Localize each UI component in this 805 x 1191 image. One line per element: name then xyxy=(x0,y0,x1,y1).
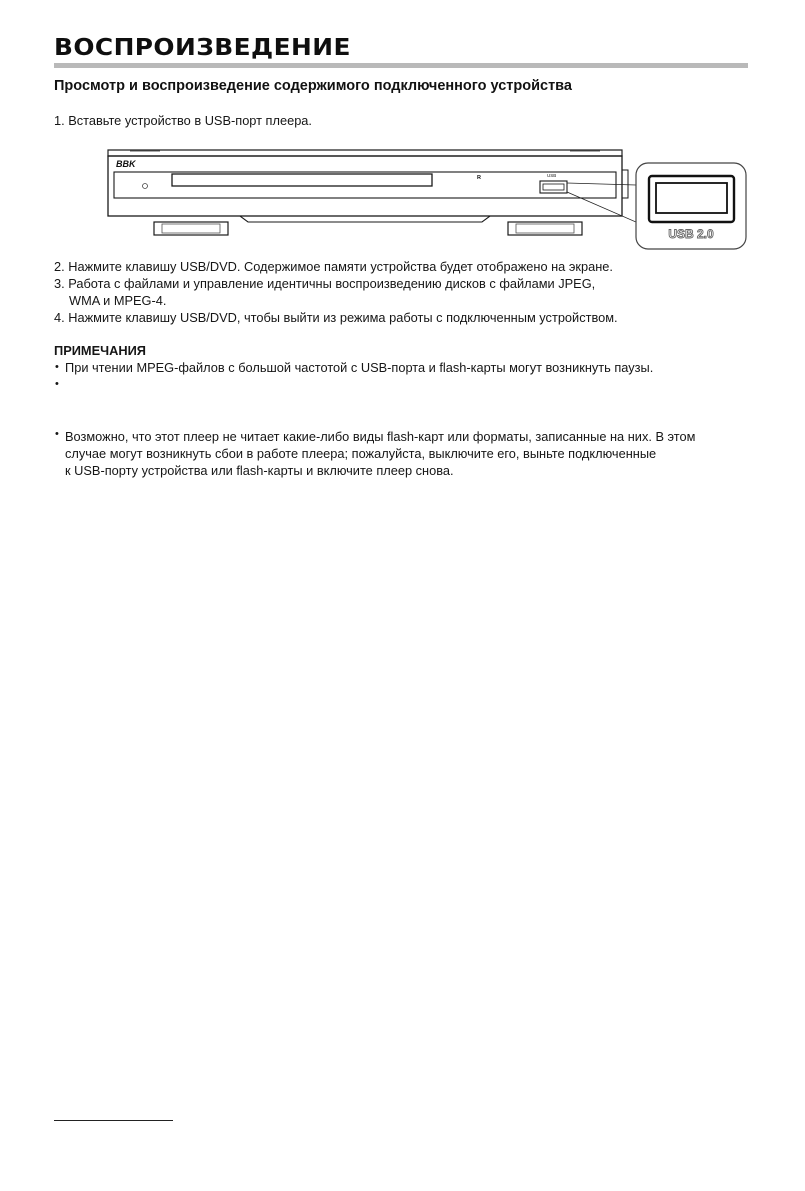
note-3-line-1: Возможно, что этот плеер не читает какие-либо виды flash-карт или форматы, записанные на них. В этом xyxy=(65,429,696,444)
page-title: ВОСПРОИЗВЕДЕНИЕ xyxy=(54,35,351,61)
left-foot-inner xyxy=(162,224,220,233)
step-2: 2. Нажмите клавишу USB/DVD. Содержимое памяти устройства будет отображено на экране. xyxy=(54,259,613,274)
bullet-marker: • xyxy=(55,378,59,390)
usb-2-0-label: USB 2.0 xyxy=(668,227,714,241)
notes-heading: ПРИМЕЧАНИЯ xyxy=(54,343,146,358)
step-3-continuation: WMA и MPEG-4. xyxy=(69,293,167,308)
r-mark: R xyxy=(477,175,481,181)
step-3: 3. Работа с файлами и управление идентичны воспроизведению дисков с файлами JPEG, xyxy=(54,276,596,291)
usb-port xyxy=(540,181,567,193)
callout-line-bottom xyxy=(567,192,636,222)
step-4: 4. Нажмите клавишу USB/DVD, чтобы выйти из режима работы с подключенным устройством. xyxy=(54,310,618,325)
brand-logo: BBK xyxy=(116,159,136,169)
bullet-marker: • xyxy=(55,361,59,373)
usb-port-inner xyxy=(543,184,564,190)
footnote-separator xyxy=(54,1120,173,1121)
title-underline xyxy=(54,63,748,68)
right-foot-inner xyxy=(516,224,574,233)
note-3-line-2: случае могут возникнуть сбои в работе плеера; пожалуйста, выключите его, выньте подключенные xyxy=(65,446,657,461)
usb-port-label: USB xyxy=(547,173,557,178)
note-3-line-3: к USB-порту устройства или flash-карты и включите плеер снова. xyxy=(65,463,454,478)
callout-line-top xyxy=(567,183,636,185)
section-subtitle: Просмотр и воспроизведение содержимого подключенного устройства xyxy=(54,78,572,94)
player-base xyxy=(108,216,622,222)
player-top-edge xyxy=(108,150,622,156)
step-1: 1. Вставьте устройство в USB-порт плеера. xyxy=(54,113,312,128)
side-bracket xyxy=(622,170,628,198)
front-panel xyxy=(114,172,616,198)
power-button-icon xyxy=(143,184,148,189)
note-1: При чтении MPEG-файлов с большой частотой с USB-порта и flash-карты могут возникнуть паузы. xyxy=(65,360,654,375)
disc-tray xyxy=(172,174,432,186)
bullet-marker: • xyxy=(55,428,59,440)
dvd-player-illustration xyxy=(100,140,750,250)
